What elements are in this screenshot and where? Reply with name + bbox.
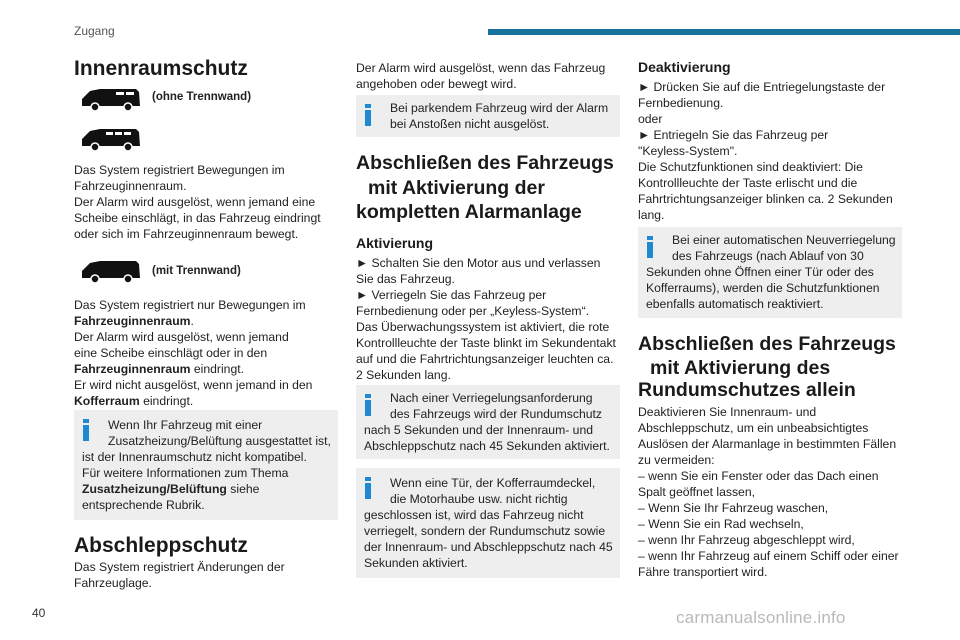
list-item: – Wenn Sie Ihr Fahrzeug waschen, (638, 501, 829, 515)
paragraph-line: lang. (638, 208, 665, 222)
paragraph-line: Kontrollleuchte der Taste blinkt im Sekundentakt (356, 336, 616, 350)
info-icon (83, 419, 89, 441)
info-box-door-open (356, 468, 620, 578)
info-line: geschlossen ist, wird das Fahrzeug nicht (364, 508, 584, 522)
info-line: entsprechende Rubrik. (82, 498, 205, 512)
van-caption-without-partition: (ohne Trennwand) (152, 91, 252, 103)
info-line: die Motorhaube usw. nicht richtig (390, 492, 568, 506)
step-line: Sie das Fahrzeug. (356, 272, 455, 286)
paragraph-line: Deaktivieren Sie Innenraum- und (638, 405, 817, 419)
info-line: ebenfalls automatisch reaktiviert. (646, 297, 824, 311)
info-icon (365, 104, 371, 126)
title-innenraumschutz: Innenraumschutz (74, 57, 248, 80)
paragraph-line: Der Alarm wird ausgelöst, wenn das Fahrzeug (356, 61, 606, 75)
info-line: Wenn eine Tür, der Kofferraumdeckel, (390, 476, 596, 490)
subtitle-deaktivierung: Deaktivierung (638, 59, 731, 75)
info-icon (365, 477, 371, 499)
van-without-partition-icon (80, 86, 142, 112)
info-line: ist der Innenraumschutz nicht kompatibel. (82, 450, 307, 464)
paragraph-line: Der Alarm wird ausgelöst, wenn jemand eine (74, 195, 316, 209)
page-number: 40 (32, 606, 46, 620)
info-line: verriegelt, sondern der Rundumschutz sowie (364, 524, 606, 538)
info-line: der Innenraum- und Abschleppschutz nach 45 (364, 540, 613, 554)
title-perimeter-only: Abschließen des Fahrzeugs (638, 333, 896, 355)
info-line: Abschleppschutz nach 45 Sekunden aktiviert. (364, 439, 610, 453)
step-line: ► Entriegeln Sie das Fahrzeug per (638, 128, 829, 142)
title-complete-alarm: kompletten Alarmanlage (356, 201, 582, 223)
info-box-locking-request (356, 385, 620, 459)
paragraph-line: Er wird nicht ausgelöst, wenn jemand in den (74, 378, 313, 392)
paragraph-line: Das System registriert nur Bewegungen im (74, 298, 306, 312)
paragraph-line: Abschleppschutz, um ein unbeabsichtigtes (638, 421, 869, 435)
paragraph-line: Fahrtrichtungsanzeiger blinken ca. 2 Sekunden (638, 192, 893, 206)
paragraph-line: Fahrzeuginnenraum. (74, 314, 194, 328)
title-perimeter-only: Rundumschutzes allein (638, 379, 856, 401)
step-line: ► Drücken Sie auf die Entriegelungstaste der (638, 80, 886, 94)
section-label: Zugang (74, 24, 115, 38)
paragraph-line: Fahrzeuglage. (74, 576, 152, 590)
list-item: – Wenn Sie ein Rad wechseln, (638, 517, 804, 531)
header-accent-bar (488, 29, 960, 35)
paragraph-line: auf und die Fahrtrichtungsanzeiger leuchten ca. (356, 352, 614, 366)
title-perimeter-only: mit Aktivierung des (650, 357, 831, 379)
paragraph-line: Das Überwachungssystem ist aktiviert, die rote (356, 320, 610, 334)
list-item: – wenn Sie ein Fenster oder das Dach einen (638, 469, 879, 483)
step-line: "Keyless-System". (638, 144, 738, 158)
paragraph-line: angehoben oder bewegt wird. (356, 77, 517, 91)
step-line: Fernbedienung. (638, 96, 724, 110)
list-item: Spalt geöffnet lassen, (638, 485, 755, 499)
info-box-heating (74, 410, 338, 520)
paragraph-line: 2 Sekunden lang. (356, 368, 451, 382)
list-item: Fähre transportiert wird. (638, 565, 768, 579)
title-abschleppschutz: Abschleppschutz (74, 534, 248, 557)
van-with-partition-icon (80, 258, 142, 284)
info-line: Sekunden ohne Öffnen einer Tür oder des (646, 265, 874, 279)
list-item: – wenn Ihr Fahrzeug abgeschleppt wird, (638, 533, 855, 547)
paragraph-line: Kofferraum eindringt. (74, 394, 194, 408)
info-box-auto-relock (638, 227, 902, 318)
van-caption-with-partition: (mit Trennwand) (152, 265, 241, 277)
info-line: des Fahrzeugs (nach Ablauf von 30 (672, 249, 864, 263)
info-line: Bei parkendem Fahrzeug wird der Alarm (390, 101, 609, 115)
paragraph-line: Die Schutzfunktionen sind deaktiviert: Die (638, 160, 863, 174)
info-line: des Fahrzeugs wird der Rundumschutz (390, 407, 603, 421)
paragraph-line: Kontrollleuchte der Taste erlischt und die (638, 176, 858, 190)
info-icon (365, 394, 371, 416)
info-line: nach 5 Sekunden und der Innenraum- und (364, 423, 594, 437)
paragraph-line: oder sich im Fahrzeuginnenraum bewegt. (74, 227, 299, 241)
info-line: bei Anstoßen nicht ausgelöst. (390, 117, 550, 131)
step-line: ► Schalten Sie den Motor aus und verlassen (356, 256, 601, 270)
step-line: ► Verriegeln Sie das Fahrzeug per (356, 288, 547, 302)
info-line: Zusatzheizung/Belüftung siehe (82, 482, 260, 496)
list-item: – wenn Ihr Fahrzeug auf einem Schiff oder einer (638, 549, 899, 563)
paragraph-line: Das System registriert Bewegungen im (74, 163, 285, 177)
info-icon (647, 236, 653, 258)
paragraph-line: oder (638, 112, 663, 126)
paragraph-line: Fahrzeuginnenraum eindringt. (74, 362, 245, 376)
title-complete-alarm: mit Aktivierung der (368, 177, 545, 199)
paragraph-line: Das System registriert Änderungen der (74, 560, 285, 574)
paragraph-line: Scheibe einschlägt, in das Fahrzeug eindringt (74, 211, 321, 225)
van-long-icon (80, 126, 142, 152)
info-line: Kofferraums), werden die Schutzfunktionen (646, 281, 880, 295)
info-line: Bei einer automatischen Neuverriegelung (672, 233, 896, 247)
subtitle-aktivierung: Aktivierung (356, 235, 434, 251)
info-box-parking (356, 95, 620, 137)
paragraph-line: eine Scheibe einschlägt oder in den (74, 346, 268, 360)
watermark: carmanualsonline.info (676, 608, 846, 627)
info-line: Wenn Ihr Fahrzeug mit einer (108, 418, 263, 432)
paragraph-line: Auslösen der Alarmanlage in bestimmten Fällen (638, 437, 897, 451)
info-line: Für weitere Informationen zum Thema (82, 466, 289, 480)
paragraph-line: Fahrzeuginnenraum. (74, 179, 187, 193)
info-line: Sekunden aktiviert. (364, 556, 468, 570)
title-complete-alarm: Abschließen des Fahrzeugs (356, 152, 614, 174)
step-line: Fernbedienung oder per „Keyless-System“. (356, 304, 590, 318)
info-line: Nach einer Verriegelungsanforderung (390, 391, 593, 405)
info-line: Zusatzheizung/Belüftung ausgestattet ist, (108, 434, 331, 448)
paragraph-line: Der Alarm wird ausgelöst, wenn jemand (74, 330, 289, 344)
paragraph-line: zu vermeiden: (638, 453, 715, 467)
